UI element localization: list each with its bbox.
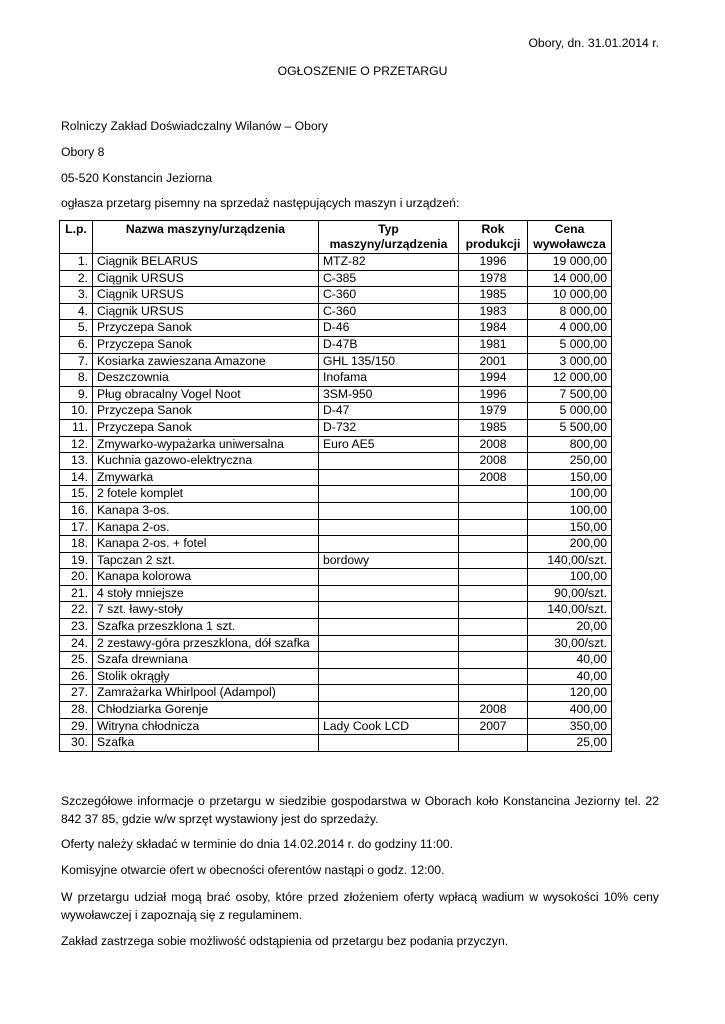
issuer-name: Rolniczy Zakład Doświadczalny Wilanów – Obory bbox=[61, 119, 328, 133]
table-row bbox=[60, 370, 612, 387]
table-row bbox=[60, 403, 612, 420]
cell-name: Kosiarka zawieszana Amazone bbox=[93, 353, 319, 370]
cell-price: 800,00 bbox=[528, 436, 612, 453]
table-row bbox=[60, 652, 612, 669]
cell-price: 4 000,00 bbox=[528, 320, 612, 337]
cell-price: 5 000,00 bbox=[528, 336, 612, 353]
cell-type: D-47 bbox=[319, 403, 459, 420]
cell-year: 2008 bbox=[459, 469, 528, 486]
cell-price: 3 000,00 bbox=[528, 353, 612, 370]
table-row bbox=[60, 569, 612, 586]
cell-name: Pług obracalny Vogel Noot bbox=[93, 386, 319, 403]
cell-lp: 22. bbox=[60, 602, 93, 619]
cell-price: 350,00 bbox=[528, 718, 612, 735]
cell-name: Witryna chłodnicza bbox=[93, 718, 319, 735]
cell-lp: 19. bbox=[60, 552, 93, 569]
cell-year bbox=[459, 635, 528, 652]
cell-price: 200,00 bbox=[528, 536, 612, 553]
cell-type: Euro AE5 bbox=[319, 436, 459, 453]
cell-name: Stolik okrągły bbox=[93, 668, 319, 685]
cell-lp: 18. bbox=[60, 536, 93, 553]
cell-lp: 4. bbox=[60, 303, 93, 320]
cell-price: 8 000,00 bbox=[528, 303, 612, 320]
table-row bbox=[60, 386, 612, 403]
cell-price: 150,00 bbox=[528, 469, 612, 486]
cell-year bbox=[459, 735, 528, 752]
cell-lp: 16. bbox=[60, 502, 93, 519]
header-lp: L.p. bbox=[60, 221, 93, 254]
cell-lp: 5. bbox=[60, 320, 93, 337]
cell-price: 100,00 bbox=[528, 502, 612, 519]
table-row bbox=[60, 419, 612, 436]
cell-type bbox=[319, 585, 459, 602]
cell-year bbox=[459, 619, 528, 636]
document-date: Obory, dn. 31.01.2014 r. bbox=[528, 36, 659, 50]
cell-lp: 24. bbox=[60, 635, 93, 652]
table-row bbox=[60, 320, 612, 337]
cell-type bbox=[319, 685, 459, 702]
cell-name: 2 zestawy-góra przeszklona, dół szafka bbox=[93, 635, 319, 652]
cell-lp: 13. bbox=[60, 453, 93, 470]
cell-lp: 20. bbox=[60, 569, 93, 586]
cell-type: C-360 bbox=[319, 287, 459, 304]
cell-type bbox=[319, 635, 459, 652]
cell-year: 2008 bbox=[459, 702, 528, 719]
footer-opening: Komisyjne otwarcie ofert w obecności oferentów nastąpi o godz. 12:00. bbox=[61, 863, 445, 877]
header-type: Typ maszyny/urządzenia bbox=[319, 221, 459, 254]
cell-name: 2 fotele komplet bbox=[93, 486, 319, 503]
cell-lp: 25. bbox=[60, 652, 93, 669]
cell-year: 1985 bbox=[459, 419, 528, 436]
cell-name: Tapczan 2 szt. bbox=[93, 552, 319, 569]
cell-name: 7 szt. ławy-stoły bbox=[93, 602, 319, 619]
cell-lp: 17. bbox=[60, 519, 93, 536]
cell-name: Przyczepa Sanok bbox=[93, 336, 319, 353]
cell-lp: 6. bbox=[60, 336, 93, 353]
cell-lp: 11. bbox=[60, 419, 93, 436]
cell-name: Zmywarka bbox=[93, 469, 319, 486]
cell-name: Chłodziarka Gorenje bbox=[93, 702, 319, 719]
table-row bbox=[60, 254, 612, 271]
cell-lp: 23. bbox=[60, 619, 93, 636]
cell-year bbox=[459, 569, 528, 586]
cell-type bbox=[319, 519, 459, 536]
cell-type bbox=[319, 502, 459, 519]
table-row bbox=[60, 702, 612, 719]
table-row bbox=[60, 718, 612, 735]
cell-lp: 2. bbox=[60, 270, 93, 287]
cell-lp: 9. bbox=[60, 386, 93, 403]
cell-type bbox=[319, 602, 459, 619]
table-row bbox=[60, 685, 612, 702]
cell-year bbox=[459, 486, 528, 503]
cell-lp: 15. bbox=[60, 486, 93, 503]
cell-name: Ciągnik URSUS bbox=[93, 270, 319, 287]
cell-type bbox=[319, 469, 459, 486]
cell-type bbox=[319, 652, 459, 669]
cell-type bbox=[319, 536, 459, 553]
table-header-row bbox=[60, 221, 612, 254]
cell-lp: 30. bbox=[60, 735, 93, 752]
table-row bbox=[60, 635, 612, 652]
cell-year: 1983 bbox=[459, 303, 528, 320]
cell-type bbox=[319, 486, 459, 503]
cell-price: 20,00 bbox=[528, 619, 612, 636]
cell-name: Zamrażarka Whirlpool (Adampol) bbox=[93, 685, 319, 702]
table-row bbox=[60, 353, 612, 370]
cell-type: C-385 bbox=[319, 270, 459, 287]
cell-name: Ciągnik URSUS bbox=[93, 287, 319, 304]
cell-name: Przyczepa Sanok bbox=[93, 419, 319, 436]
document-title: OGŁOSZENIE O PRZETARGU bbox=[277, 64, 448, 78]
header-name: Nazwa maszyny/urządzenia bbox=[93, 221, 319, 254]
cell-lp: 7. bbox=[60, 353, 93, 370]
cell-year bbox=[459, 552, 528, 569]
cell-price: 140,00/szt. bbox=[528, 552, 612, 569]
cell-price: 40,00 bbox=[528, 652, 612, 669]
cell-type: GHL 135/150 bbox=[319, 353, 459, 370]
cell-year bbox=[459, 536, 528, 553]
cell-type: D-732 bbox=[319, 419, 459, 436]
cell-lp: 14. bbox=[60, 469, 93, 486]
cell-lp: 12. bbox=[60, 436, 93, 453]
cell-year: 2008 bbox=[459, 436, 528, 453]
cell-type bbox=[319, 619, 459, 636]
cell-price: 120,00 bbox=[528, 685, 612, 702]
cell-year bbox=[459, 502, 528, 519]
cell-lp: 3. bbox=[60, 287, 93, 304]
table-row bbox=[60, 602, 612, 619]
table-row bbox=[60, 469, 612, 486]
table-row bbox=[60, 502, 612, 519]
cell-price: 100,00 bbox=[528, 569, 612, 586]
cell-type bbox=[319, 735, 459, 752]
table-row bbox=[60, 519, 612, 536]
cell-year: 1981 bbox=[459, 336, 528, 353]
cell-name: Ciągnik URSUS bbox=[93, 303, 319, 320]
table-row bbox=[60, 552, 612, 569]
cell-lp: 28. bbox=[60, 702, 93, 719]
cell-type: Inofama bbox=[319, 370, 459, 387]
cell-year bbox=[459, 602, 528, 619]
cell-year bbox=[459, 519, 528, 536]
table-row bbox=[60, 619, 612, 636]
table-row bbox=[60, 453, 612, 470]
cell-type: bordowy bbox=[319, 552, 459, 569]
footer-deposit: W przetargu udział mogą brać osoby, które przed złożeniem oferty wpłacą wadium w wysokości 10% ceny wywoławczej i zapoznają się z regulaminem. bbox=[61, 890, 659, 922]
cell-type: MTZ-82 bbox=[319, 254, 459, 271]
cell-price: 5 500,00 bbox=[528, 419, 612, 436]
cell-price: 25,00 bbox=[528, 735, 612, 752]
cell-lp: 27. bbox=[60, 685, 93, 702]
cell-year: 1996 bbox=[459, 254, 528, 271]
cell-name: Szafka bbox=[93, 735, 319, 752]
items-table-body bbox=[60, 254, 612, 752]
cell-type bbox=[319, 668, 459, 685]
table-row bbox=[60, 336, 612, 353]
cell-name: Kanapa kolorowa bbox=[93, 569, 319, 586]
cell-year bbox=[459, 668, 528, 685]
cell-lp: 10. bbox=[60, 403, 93, 420]
table-row bbox=[60, 436, 612, 453]
cell-year: 1979 bbox=[459, 403, 528, 420]
cell-lp: 26. bbox=[60, 668, 93, 685]
cell-name: Szafa drewniana bbox=[93, 652, 319, 669]
cell-name: 4 stoły mniejsze bbox=[93, 585, 319, 602]
cell-price: 90,00/szt. bbox=[528, 585, 612, 602]
cell-price: 12 000,00 bbox=[528, 370, 612, 387]
cell-name: Przyczepa Sanok bbox=[93, 320, 319, 337]
cell-name: Kanapa 2-os. bbox=[93, 519, 319, 536]
cell-year: 1994 bbox=[459, 370, 528, 387]
cell-price: 150,00 bbox=[528, 519, 612, 536]
cell-type: D-47B bbox=[319, 336, 459, 353]
cell-type: Lady Cook LCD bbox=[319, 718, 459, 735]
cell-name: Szafka przeszklona 1 szt. bbox=[93, 619, 319, 636]
cell-lp: 21. bbox=[60, 585, 93, 602]
cell-price: 100,00 bbox=[528, 486, 612, 503]
table-row bbox=[60, 735, 612, 752]
footer-reservation: Zakład zastrzega sobie możliwość odstąpienia od przetargu bez podania przyczyn. bbox=[61, 934, 509, 948]
cell-price: 10 000,00 bbox=[528, 287, 612, 304]
cell-type: D-46 bbox=[319, 320, 459, 337]
cell-name: Zmywarko-wypażarka uniwersalna bbox=[93, 436, 319, 453]
cell-year bbox=[459, 685, 528, 702]
cell-year bbox=[459, 585, 528, 602]
footer-details: Szczegółowe informacje o przetargu w siedzibie gospodarstwa w Oborach koło Konstancina Jeziorny tel. 22 842 37 85, gdzie w/w sprzęt wystawiony jest do sprzedaży. bbox=[61, 794, 659, 826]
cell-type: C-360 bbox=[319, 303, 459, 320]
header-year: Rok produkcji bbox=[459, 221, 528, 254]
table-row bbox=[60, 486, 612, 503]
cell-name: Ciągnik BELARUS bbox=[93, 254, 319, 271]
items-table bbox=[59, 220, 612, 752]
issuer-city: 05-520 Konstancin Jeziorna bbox=[61, 171, 213, 185]
table-row bbox=[60, 303, 612, 320]
cell-year: 1978 bbox=[459, 270, 528, 287]
cell-name: Kanapa 2-os. + fotel bbox=[93, 536, 319, 553]
cell-type: 3SM-950 bbox=[319, 386, 459, 403]
cell-price: 14 000,00 bbox=[528, 270, 612, 287]
table-row bbox=[60, 287, 612, 304]
header-price: Cena wywoławcza bbox=[528, 221, 612, 254]
cell-name: Przyczepa Sanok bbox=[93, 403, 319, 420]
cell-name: Kuchnia gazowo-elektryczna bbox=[93, 453, 319, 470]
cell-name: Deszczownia bbox=[93, 370, 319, 387]
cell-year bbox=[459, 652, 528, 669]
table-row bbox=[60, 270, 612, 287]
cell-year: 2001 bbox=[459, 353, 528, 370]
cell-price: 400,00 bbox=[528, 702, 612, 719]
cell-price: 40,00 bbox=[528, 668, 612, 685]
cell-type bbox=[319, 569, 459, 586]
intro-text: ogłasza przetarg pisemny na sprzedaż następujących maszyn i urządzeń: bbox=[61, 196, 460, 210]
cell-lp: 8. bbox=[60, 370, 93, 387]
cell-year: 1996 bbox=[459, 386, 528, 403]
cell-price: 140,00/szt. bbox=[528, 602, 612, 619]
cell-price: 19 000,00 bbox=[528, 254, 612, 271]
cell-price: 30,00/szt. bbox=[528, 635, 612, 652]
cell-type bbox=[319, 702, 459, 719]
cell-type bbox=[319, 453, 459, 470]
cell-year: 1985 bbox=[459, 287, 528, 304]
table-row bbox=[60, 536, 612, 553]
cell-year: 2007 bbox=[459, 718, 528, 735]
footer-deadline: Oferty należy składać w terminie do dnia 14.02.2014 r. do godziny 11:00. bbox=[61, 837, 454, 851]
cell-name: Kanapa 3-os. bbox=[93, 502, 319, 519]
cell-lp: 1. bbox=[60, 254, 93, 271]
cell-year: 2008 bbox=[459, 453, 528, 470]
table-row bbox=[60, 585, 612, 602]
issuer-street: Obory 8 bbox=[61, 145, 105, 159]
cell-lp: 29. bbox=[60, 718, 93, 735]
table-row bbox=[60, 668, 612, 685]
cell-price: 250,00 bbox=[528, 453, 612, 470]
cell-year: 1984 bbox=[459, 320, 528, 337]
cell-price: 5 000,00 bbox=[528, 403, 612, 420]
cell-price: 7 500,00 bbox=[528, 386, 612, 403]
